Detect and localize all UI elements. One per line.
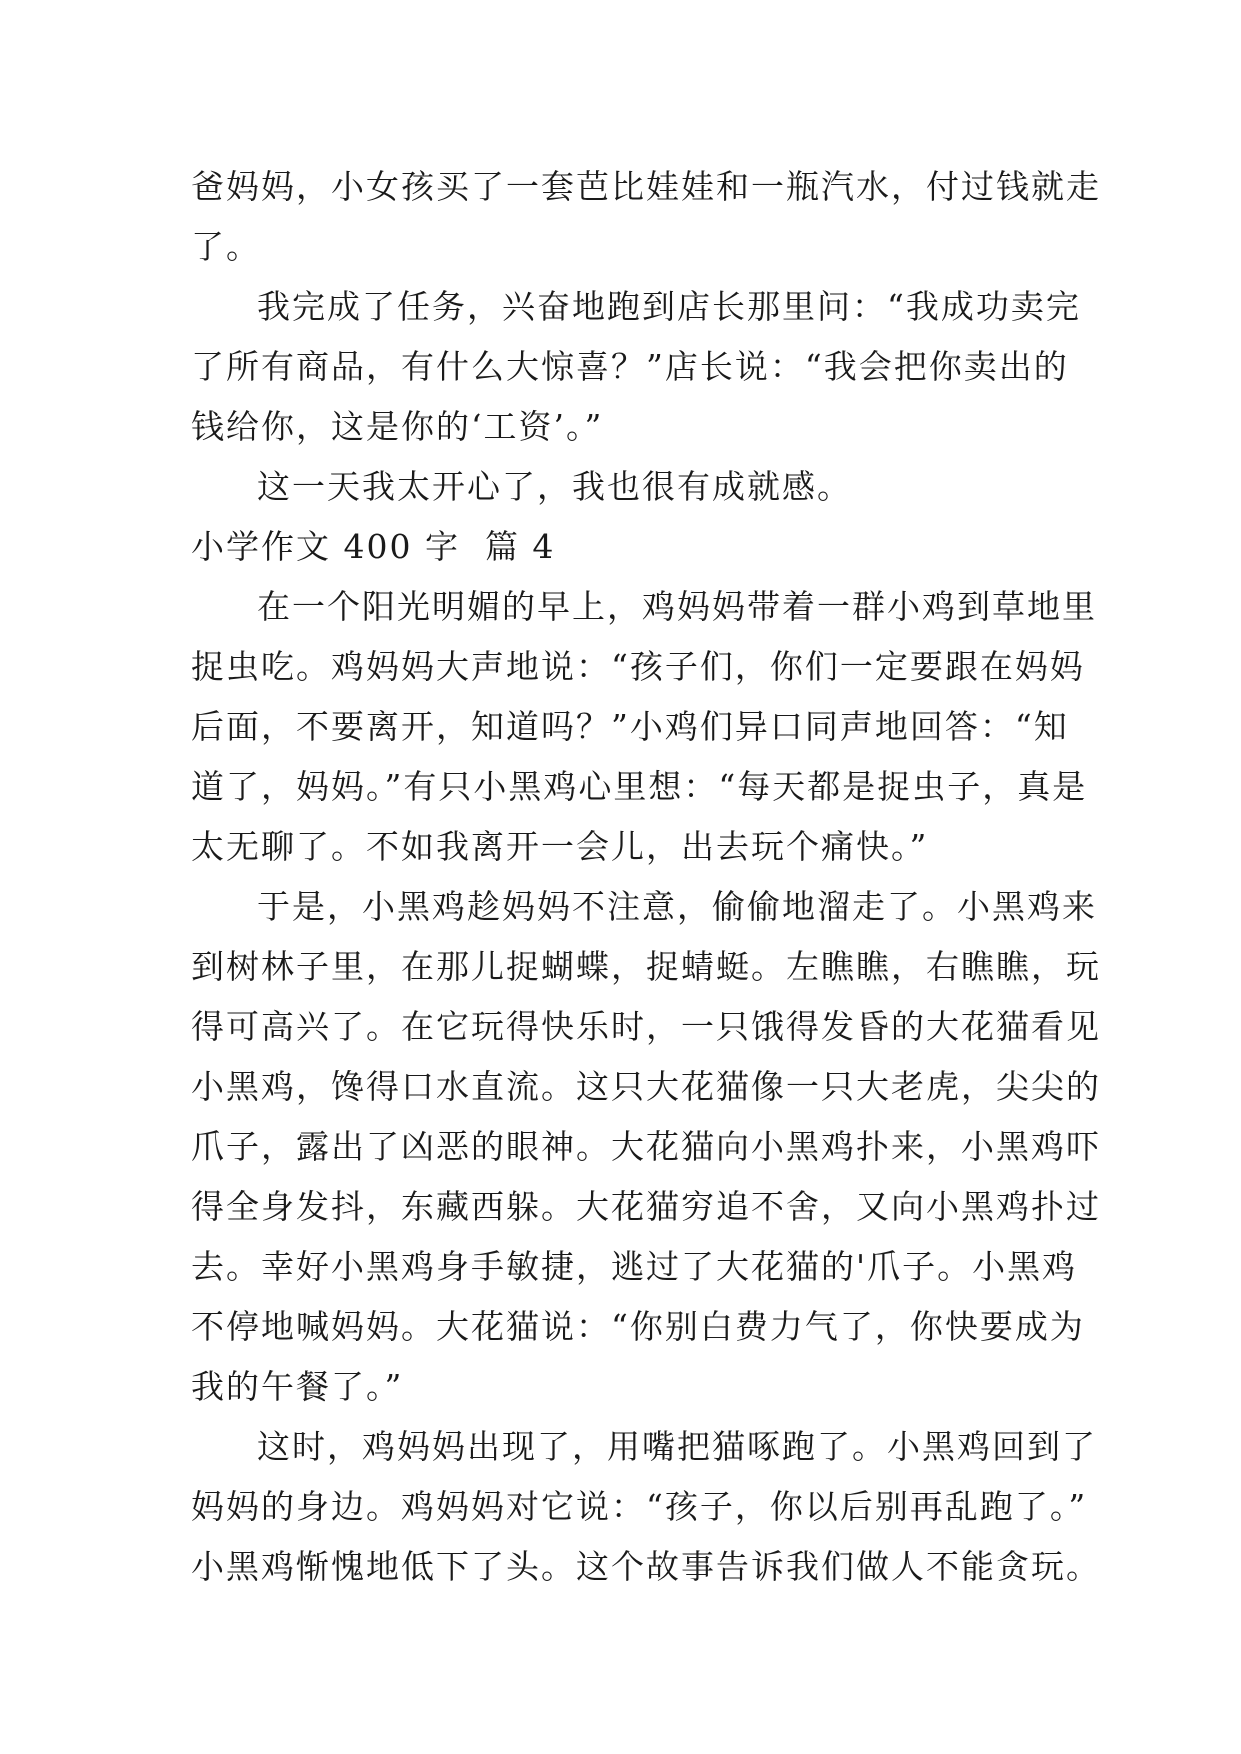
text-line: 道了，妈妈。”有只小黑鸡心里想：“每天都是捉虫子，真是 [191,767,1088,806]
paragraph-start-line: 这一天我太开心了，我也很有成就感。 [257,467,852,506]
text-line: 不停地喊妈妈。大花猫说：“你别白费力气了，你快要成为 [191,1307,1085,1346]
text-line: 到树林子里，在那儿捉蝴蝶，捉蜻蜓。左瞧瞧，右瞧瞧，玩 [191,947,1101,986]
text-line: 得可高兴了。在它玩得快乐时，一只饿得发昏的大花猫看见 [191,1007,1101,1046]
text-line: 钱给你，这是你的‘工资’。” [191,407,604,446]
text-line: 了。 [191,227,261,266]
paragraph-start-line: 我完成了任务，兴奋地跑到店长那里问：“我成功卖完 [257,287,1081,326]
text-line: 小黑鸡，馋得口水直流。这只大花猫像一只大老虎，尖尖的 [191,1067,1101,1106]
paragraph-start-line: 这时，鸡妈妈出现了，用嘴把猫啄跑了。小黑鸡回到了 [257,1427,1097,1466]
text-line: 了所有商品，有什么大惊喜？”店长说：“我会把你卖出的 [191,347,1069,386]
paragraph-start-line: 在一个阳光明媚的早上，鸡妈妈带着一群小鸡到草地里 [257,587,1097,626]
text-line: 妈妈的身边。鸡妈妈对它说：“孩子，你以后别再乱跑了。” [191,1487,1088,1526]
text-line: 去。幸好小黑鸡身手敏捷，逃过了大花猫的'爪子。小黑鸡 [191,1247,1078,1286]
text-line: 捉虫吃。鸡妈妈大声地说：“孩子们，你们一定要跟在妈妈 [191,647,1085,686]
text-line: 爸妈妈，小女孩买了一套芭比娃娃和一瓶汽水，付过钱就走 [191,167,1101,206]
text-line: 小黑鸡惭愧地低下了头。这个故事告诉我们做人不能贪玩。 [191,1547,1101,1586]
text-line: 爪子，露出了凶恶的眼神。大花猫向小黑鸡扑来，小黑鸡吓 [191,1127,1101,1166]
text-line: 我的午餐了。” [191,1367,404,1406]
text-line: 得全身发抖，东藏西躲。大花猫穷追不舍，又向小黑鸡扑过 [191,1187,1101,1226]
text-line: 后面，不要离开，知道吗？”小鸡们异口同声地回答：“知 [191,707,1069,746]
text-line: 太无聊了。不如我离开一会儿，出去玩个痛快。” [191,827,929,866]
paragraph-start-line: 于是，小黑鸡趁妈妈不注意，偷偷地溜走了。小黑鸡来 [257,887,1097,926]
document-body [191,157,1101,1597]
section-heading: 小学作文 400 字 篇 4 [191,527,556,566]
